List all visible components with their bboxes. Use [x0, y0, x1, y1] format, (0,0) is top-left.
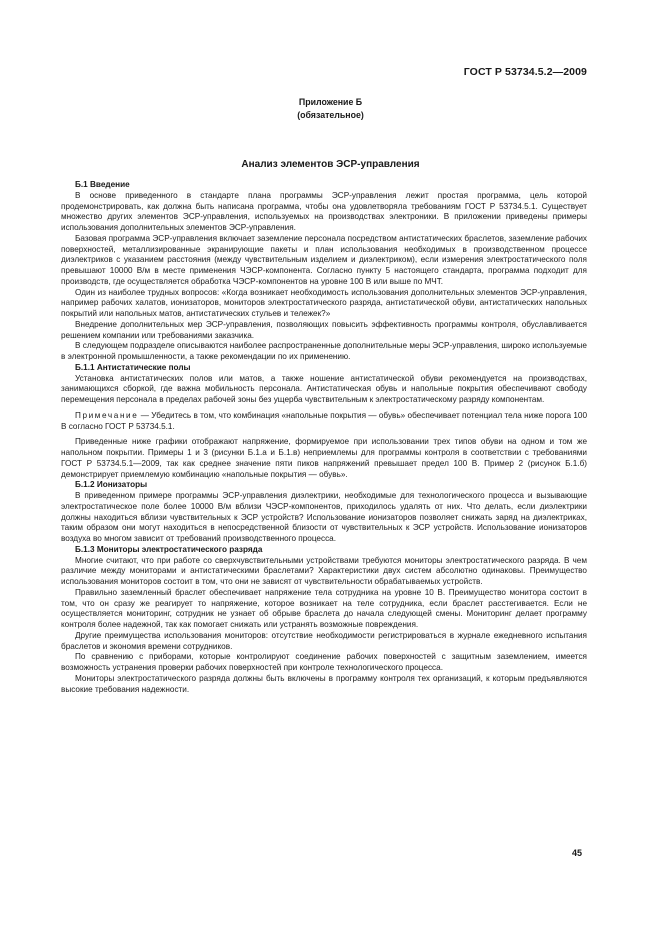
note-label: Примечание: [75, 410, 139, 420]
page-number: 45: [571, 848, 582, 858]
paragraph: В приведенном примере программы ЭСР-управления диэлектрики, необходимые для технологического процесса и вызывающие электростатическое поле более 10000 В/м вблизи ЧЭСР-компонентов, приходилось удалять от них. Что делать, если диэлектрики должны находиться вблизи чувствительных к ЭСР устройств? Использование ионизаторов позволяет снижать заряд на диэлектриках, таким образом они могут находиться в непосредственной близости от чувствительных к ЭСР устройств. Использование ионизаторов воздуха во многом зависит от требований производственного процесса.: [61, 491, 587, 543]
document-body: [61, 180, 587, 695]
section-heading: Б.1 Введение: [75, 180, 130, 189]
appendix-status: (обязательное): [297, 110, 364, 120]
paragraph: Один из наиболее трудных вопросов: «Когда возникает необходимость использования дополнительных элементов ЭСР-управления, например рабочих халатов, ионизаторов, мониторов электростатического разряда, антистатической обуви, антистатических напольных покрытий или напольных матов, антистатических стульев и тележек?»: [61, 287, 587, 318]
paragraph: Мониторы электростатического разряда должны быть включены в программу контроля тех организаций, к которым предъявляются высокие требования надежности.: [61, 673, 587, 694]
appendix-title: Приложение Б: [298, 97, 363, 107]
paragraph: Другие преимущества использования мониторов: отсутствие необходимости регистрироваться в журнале ежедневного испытания браслетов и экономия времени сотрудников.: [61, 630, 587, 651]
paragraph: Правильно заземленный браслет обеспечивает напряжение тела сотрудника на уровне 10 В. Преимущество монитора состоит в том, что он сразу же реагирует то напряжение, которое возникает на теле сотрудника, если браслет расстегивается. Если не осуществляется мониторинг, сотрудник не узнает об обрыве браслета до начала следующей смены. Мониторинг делает программу контроля более надежной, так как помогает снижать или устранять возможные повреждения.: [61, 587, 587, 629]
note: [61, 411, 587, 433]
paragraph: В следующем подразделе описываются наиболее распространенные дополнительные меры ЭСР-управления, широко используемые в электронной промышленности, а также рекомендации по их применению.: [61, 341, 587, 361]
paragraph: Многие считают, что при работе со сверхчувствительными устройствами требуются мониторы электростатического разряда. В чем различие между мониторами и антистатическими браслетами? Характеристики двух систем абсолютно одинаковы. Преимущество использования мониторов состоит в том, что они не зависят от чувствительности обрабатываемых устройств.: [61, 555, 587, 586]
note-text: — Убедитесь в том, что комбинация «напольные покрытия — обувь» обеспечивает потенциал тела ниже порога 100 В согласно ГОСТ Р 53734.5.1.: [61, 410, 587, 431]
section-heading: Б.1.3 Мониторы электростатического разряда: [75, 544, 263, 554]
paragraph: В основе приведенного в стандарте плана программы ЭСР-управления лежит простая программа, цель которой продемонстрировать, как должна быть написана программа, чтобы она удовлетворяла требованиям ГОСТ Р 53734.5.1. Существует множество других элементов ЭСР-управления, используемых на производствах электроники. В приложении приведены примеры использования дополнительных элементов ЭСР-управления.: [61, 190, 587, 232]
paragraph: Внедрение дополнительных мер ЭСР-управления, позволяющих повысить эффективность программы контроля, обуславливается решением компании или требованиями заказчика.: [61, 319, 587, 340]
section-heading: Б.1.1 Антистатические полы: [75, 362, 191, 372]
paragraph: Приведенные ниже графики отображают напряжение, формируемое при использовании трех типов обуви на одном и том же напольном покрытии. Примеры 1 и 3 (рисунки Б.1.а и Б.1.в) неприемлемы для программы контроля в соответствии с требованиями ГОСТ Р 53734.5.1—2009, так как среднее значение пяти пиков напряжений превышает предел 100 В. Пример 2 (рисунок Б.1.б) демонстрирует приемлемую комбинацию «напольные покрытия — обувь».: [61, 437, 587, 479]
section-heading: Б.1.2 Ионизаторы: [75, 480, 148, 490]
appendix-heading: [0, 96, 661, 122]
paragraph: Установка антистатических полов или матов, а также ношение антистатической обуви рекомендуется на производствах, занимающихся сборкой, где важна мобильность персонала. Антистатическая обувь и напольные покрытия обеспечивают свободу перемещения персонала в пределах рабочей зоны без ущерба чувствительным к электростатическому разряду компонентам.: [61, 373, 587, 404]
paragraph: Базовая программа ЭСР-управления включает заземление персонала посредством антистатических браслетов, заземление рабочих поверхностей, металлизированные экранирующие пакеты и план использования необходимых в производственном процессе диэлектриков с указанием расстояния (между чувствительным изделием и диэлектриком), если измерения электростатического поля превышают 10000 В/м в месте применения ЧЭСР-компонента. Согласно пункту 5 настоящего стандарта, программа подходит для производств, где осуществляется обработка ЧЭСР-компонентов на уровне 100 В или выше по МЧТ.: [61, 233, 587, 286]
paragraph: По сравнению с приборами, которые контролируют соединение рабочих поверхностей с защитным заземлением, имеется возможность устранения проверки рабочих поверхностей при контроле технологического процесса.: [61, 652, 587, 672]
main-title: Анализ элементов ЭСР-управления: [241, 159, 420, 170]
standard-header: ГОСТ Р 53734.5.2—2009: [463, 66, 587, 78]
